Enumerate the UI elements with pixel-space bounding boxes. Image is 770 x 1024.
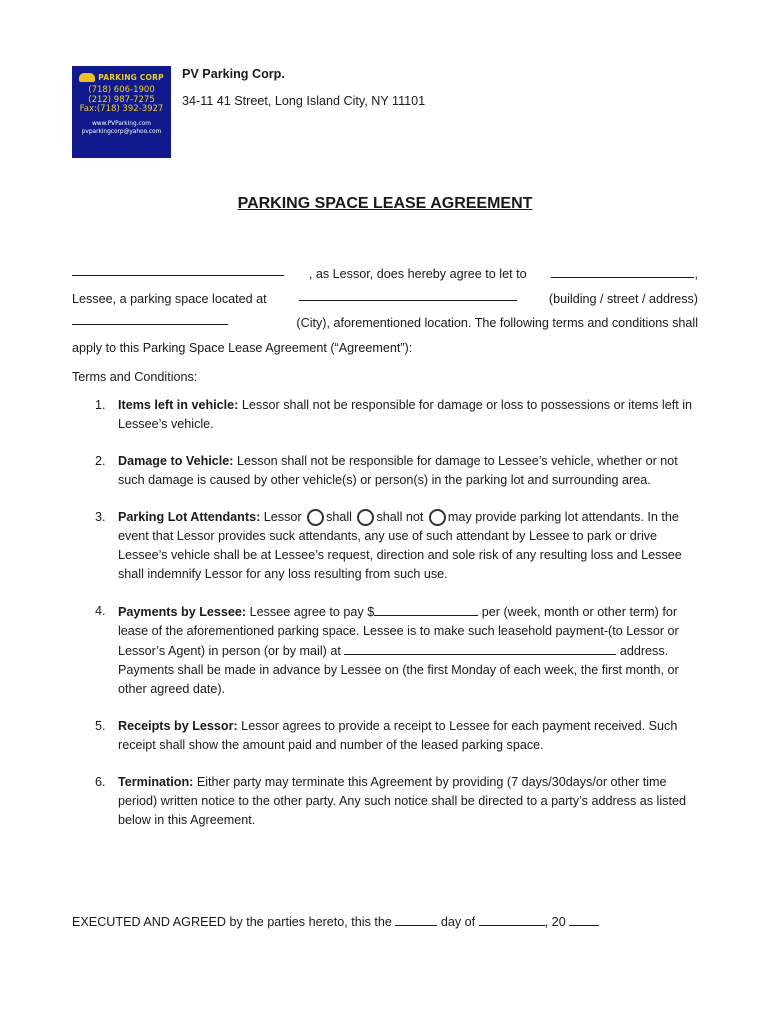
term-heading: Damage to Vehicle: bbox=[118, 454, 234, 468]
radio-label-shall: shall bbox=[326, 510, 352, 524]
term-item bbox=[95, 773, 700, 830]
document-title: PARKING SPACE LEASE AGREEMENT bbox=[237, 195, 533, 212]
term-item bbox=[95, 508, 700, 584]
day-field[interactable] bbox=[395, 912, 437, 926]
logo-phone-2: (212) 987-7275 bbox=[88, 94, 155, 105]
payment-address-field[interactable] bbox=[344, 641, 616, 655]
term-item bbox=[95, 396, 700, 434]
intro-line-2 bbox=[72, 287, 698, 312]
execution-line bbox=[72, 912, 599, 929]
execution-text-2: day of bbox=[440, 915, 476, 929]
intro-text-4: apply to this Parking Space Lease Agreement (“Agreement”): bbox=[72, 340, 413, 355]
term-text: Lessor shall not be responsible for damage or loss to possessions or items left in Lessee’s vehicle. bbox=[118, 398, 692, 431]
intro-line-1 bbox=[72, 262, 698, 287]
logo-email: pvparkingcorp@yahoo.com bbox=[81, 128, 162, 135]
term-heading: Parking Lot Attendants: bbox=[118, 510, 261, 524]
attendant-option-may-radio[interactable] bbox=[429, 509, 446, 526]
term-text: Lesson shall not be responsible for damage to Lessee’s vehicle, whether or not such damage is caused by other vehicle(s) or person(s) in the parking lot and surrounding area. bbox=[118, 454, 678, 487]
attendant-option-shall-radio[interactable] bbox=[307, 509, 324, 526]
term-number: 5. bbox=[95, 719, 106, 733]
payment-amount-field[interactable] bbox=[374, 602, 478, 616]
term-heading: Payments by Lessee: bbox=[118, 605, 247, 619]
logo-phone-1: (718) 606-1900 bbox=[88, 85, 155, 95]
term-heading: Receipts by Lessor: bbox=[118, 719, 238, 733]
month-field[interactable] bbox=[479, 912, 545, 926]
term-text: Lessor agrees to provide a receipt to Lessee for each payment received. Such receipt shall show the amount paid and number of the leased parking space. bbox=[118, 719, 678, 752]
company-info bbox=[182, 67, 425, 108]
logo-fax: Fax:(718) 392-3927 bbox=[79, 104, 164, 114]
term-heading: Items left in vehicle: bbox=[118, 398, 239, 412]
term-text: per (week, month or other term) for lease of the aforementioned parking space. Lessee is to make such leasehold payment-(to Lessor or Lessor’s Agent) in person (or by mail) at bbox=[118, 605, 679, 658]
address-field[interactable] bbox=[299, 287, 517, 301]
term-item bbox=[95, 717, 700, 755]
execution-text-1: EXECUTED AND AGREED by the parties hereto, this the bbox=[72, 915, 392, 929]
term-text: address. Payments shall be made in advance by Lessee on (the first Monday of each week, the first month, or other agreed date). bbox=[118, 644, 679, 696]
term-number: 1. bbox=[95, 398, 106, 412]
execution-text-3: , 20 bbox=[544, 915, 566, 929]
lessee-name-field[interactable] bbox=[551, 264, 694, 278]
terms-list bbox=[95, 396, 700, 848]
company-address: 34-11 41 Street, Long Island City, NY 11101 bbox=[182, 94, 426, 108]
logo-brand: PARKING CORP bbox=[98, 73, 164, 82]
address-hint: (building / street / address) bbox=[548, 291, 698, 306]
city-field[interactable] bbox=[72, 311, 228, 325]
term-number: 4. bbox=[95, 604, 106, 618]
intro-text-2: Lessee, a parking space located at bbox=[72, 291, 267, 306]
lessor-name-field[interactable] bbox=[72, 262, 284, 276]
car-icon bbox=[79, 73, 95, 82]
term-heading: Termination: bbox=[118, 775, 194, 789]
intro-line-3 bbox=[72, 311, 698, 336]
term-text: Either party may terminate this Agreement by providing (7 days/30days/or other time period) written notice to the other party. Any such notice shall be directed to a party’s address as listed below in this Agreement. bbox=[118, 775, 686, 827]
radio-label-may: may provide parking lot bbox=[447, 510, 579, 524]
attendant-option-shall-not-radio[interactable] bbox=[357, 509, 374, 526]
term-number: 6. bbox=[95, 775, 106, 789]
intro-paragraph bbox=[72, 262, 698, 360]
term-text: Lessee agree to pay $ bbox=[246, 605, 375, 619]
term-item bbox=[95, 602, 700, 699]
logo-header bbox=[75, 73, 168, 82]
intro-text-3: (City), aforementioned location. The following terms and conditions shall bbox=[296, 316, 698, 330]
year-field[interactable] bbox=[569, 912, 599, 926]
intro-text-1: , as Lessor, does hereby agree to let to bbox=[308, 267, 527, 281]
company-name: PV Parking Corp. bbox=[182, 67, 285, 81]
term-text: Lessor bbox=[260, 510, 302, 524]
term-number: 2. bbox=[95, 454, 106, 468]
intro-line-4 bbox=[72, 336, 698, 361]
term-text: attendants. In the event that Lessor provides suck attendants, any use of such attendant by Lessee to park or drive Lessee’s vehicle shall be at Lessee’s request, direction and sole risk of any resulting loss and Lessee shall indemnify Lessor for any loss resulting from such use. bbox=[118, 510, 682, 581]
company-logo bbox=[72, 66, 171, 158]
radio-label-shall-not: shall not bbox=[376, 510, 424, 524]
intro-comma: , bbox=[694, 267, 698, 281]
term-item bbox=[95, 452, 700, 490]
terms-heading: Terms and Conditions: bbox=[72, 370, 198, 384]
term-number: 3. bbox=[95, 510, 106, 524]
logo-website: www.PVParking.com bbox=[92, 120, 151, 127]
